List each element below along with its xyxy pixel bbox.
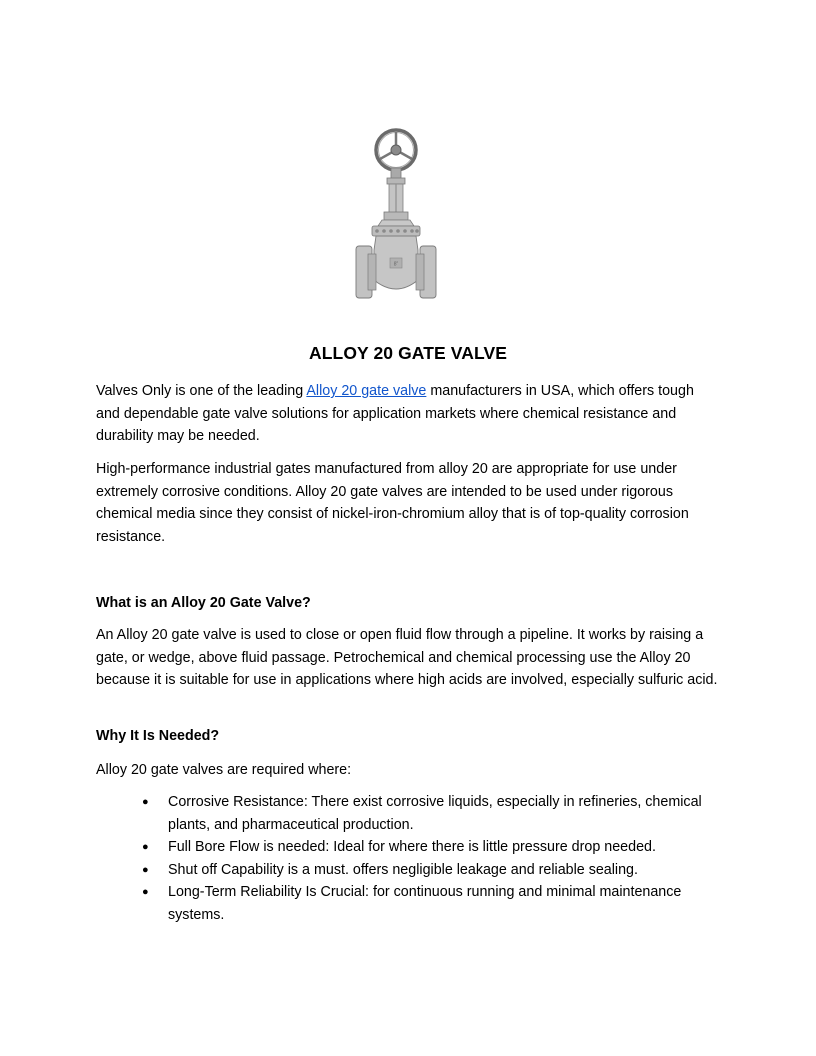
performance-paragraph: High-performance industrial gates manufactured from alloy 20 are appropriate for use under extremely corrosive conditions. Alloy 20 gate valves are intended to be used under rigorous chemical media since they consist of nickel-iron-chromium alloy that is of top-quality corrosion resistance. xyxy=(96,461,689,545)
bullet-icon: ● xyxy=(142,796,149,808)
list-item xyxy=(96,791,720,836)
intro-text-after-link: manufacturers in USA, which offers tough and dependable gate valve solutions for application markets where chemical resistance and durability may be needed. xyxy=(96,383,694,444)
what-is-paragraph: An Alloy 20 gate valve is used to close or open fluid flow through a pipeline. It works by raising a gate, or wedge, above fluid passage. Petrochemical and chemical processing use the Alloy 20 because it is suitable for use in applications where high acids are involved, especially sulfuric acid. xyxy=(96,627,718,688)
bullet-icon: ● xyxy=(142,886,149,898)
section-heading-what-is: What is an Alloy 20 Gate Valve? xyxy=(96,595,311,611)
requirements-list xyxy=(96,791,720,926)
handwheel xyxy=(376,130,416,170)
list-item-text: Long-Term Reliability Is Crucial: for continuous running and minimal maintenance systems. xyxy=(168,884,682,923)
intro-paragraph xyxy=(96,380,720,448)
bullet-icon: ● xyxy=(142,841,149,853)
page-title: ALLOY 20 GATE VALVE xyxy=(309,343,507,363)
list-item xyxy=(96,859,720,882)
valve-size-plate: 8” xyxy=(393,261,399,268)
alloy-20-gate-valve-link[interactable]: Alloy 20 gate valve xyxy=(306,383,427,399)
list-item xyxy=(96,836,720,859)
list-item-text: Corrosive Resistance: There exist corrosive liquids, especially in refineries, chemical plants, and pharmaceutical production. xyxy=(168,794,702,833)
intro-text-before-link: Valves Only is one of the leading xyxy=(96,383,307,399)
section-heading-why-needed: Why It Is Needed? xyxy=(96,728,220,744)
gate-valve-image xyxy=(352,128,438,304)
list-item xyxy=(96,881,720,926)
bullet-icon: ● xyxy=(142,863,149,876)
why-needed-intro: Alloy 20 gate valves are required where: xyxy=(96,762,352,778)
list-item-text: Full Bore Flow is needed: Ideal for where there is little pressure drop needed. xyxy=(168,839,656,855)
list-item-text: Shut off Capability is a must. offers negligible leakage and reliable sealing. xyxy=(168,861,638,878)
